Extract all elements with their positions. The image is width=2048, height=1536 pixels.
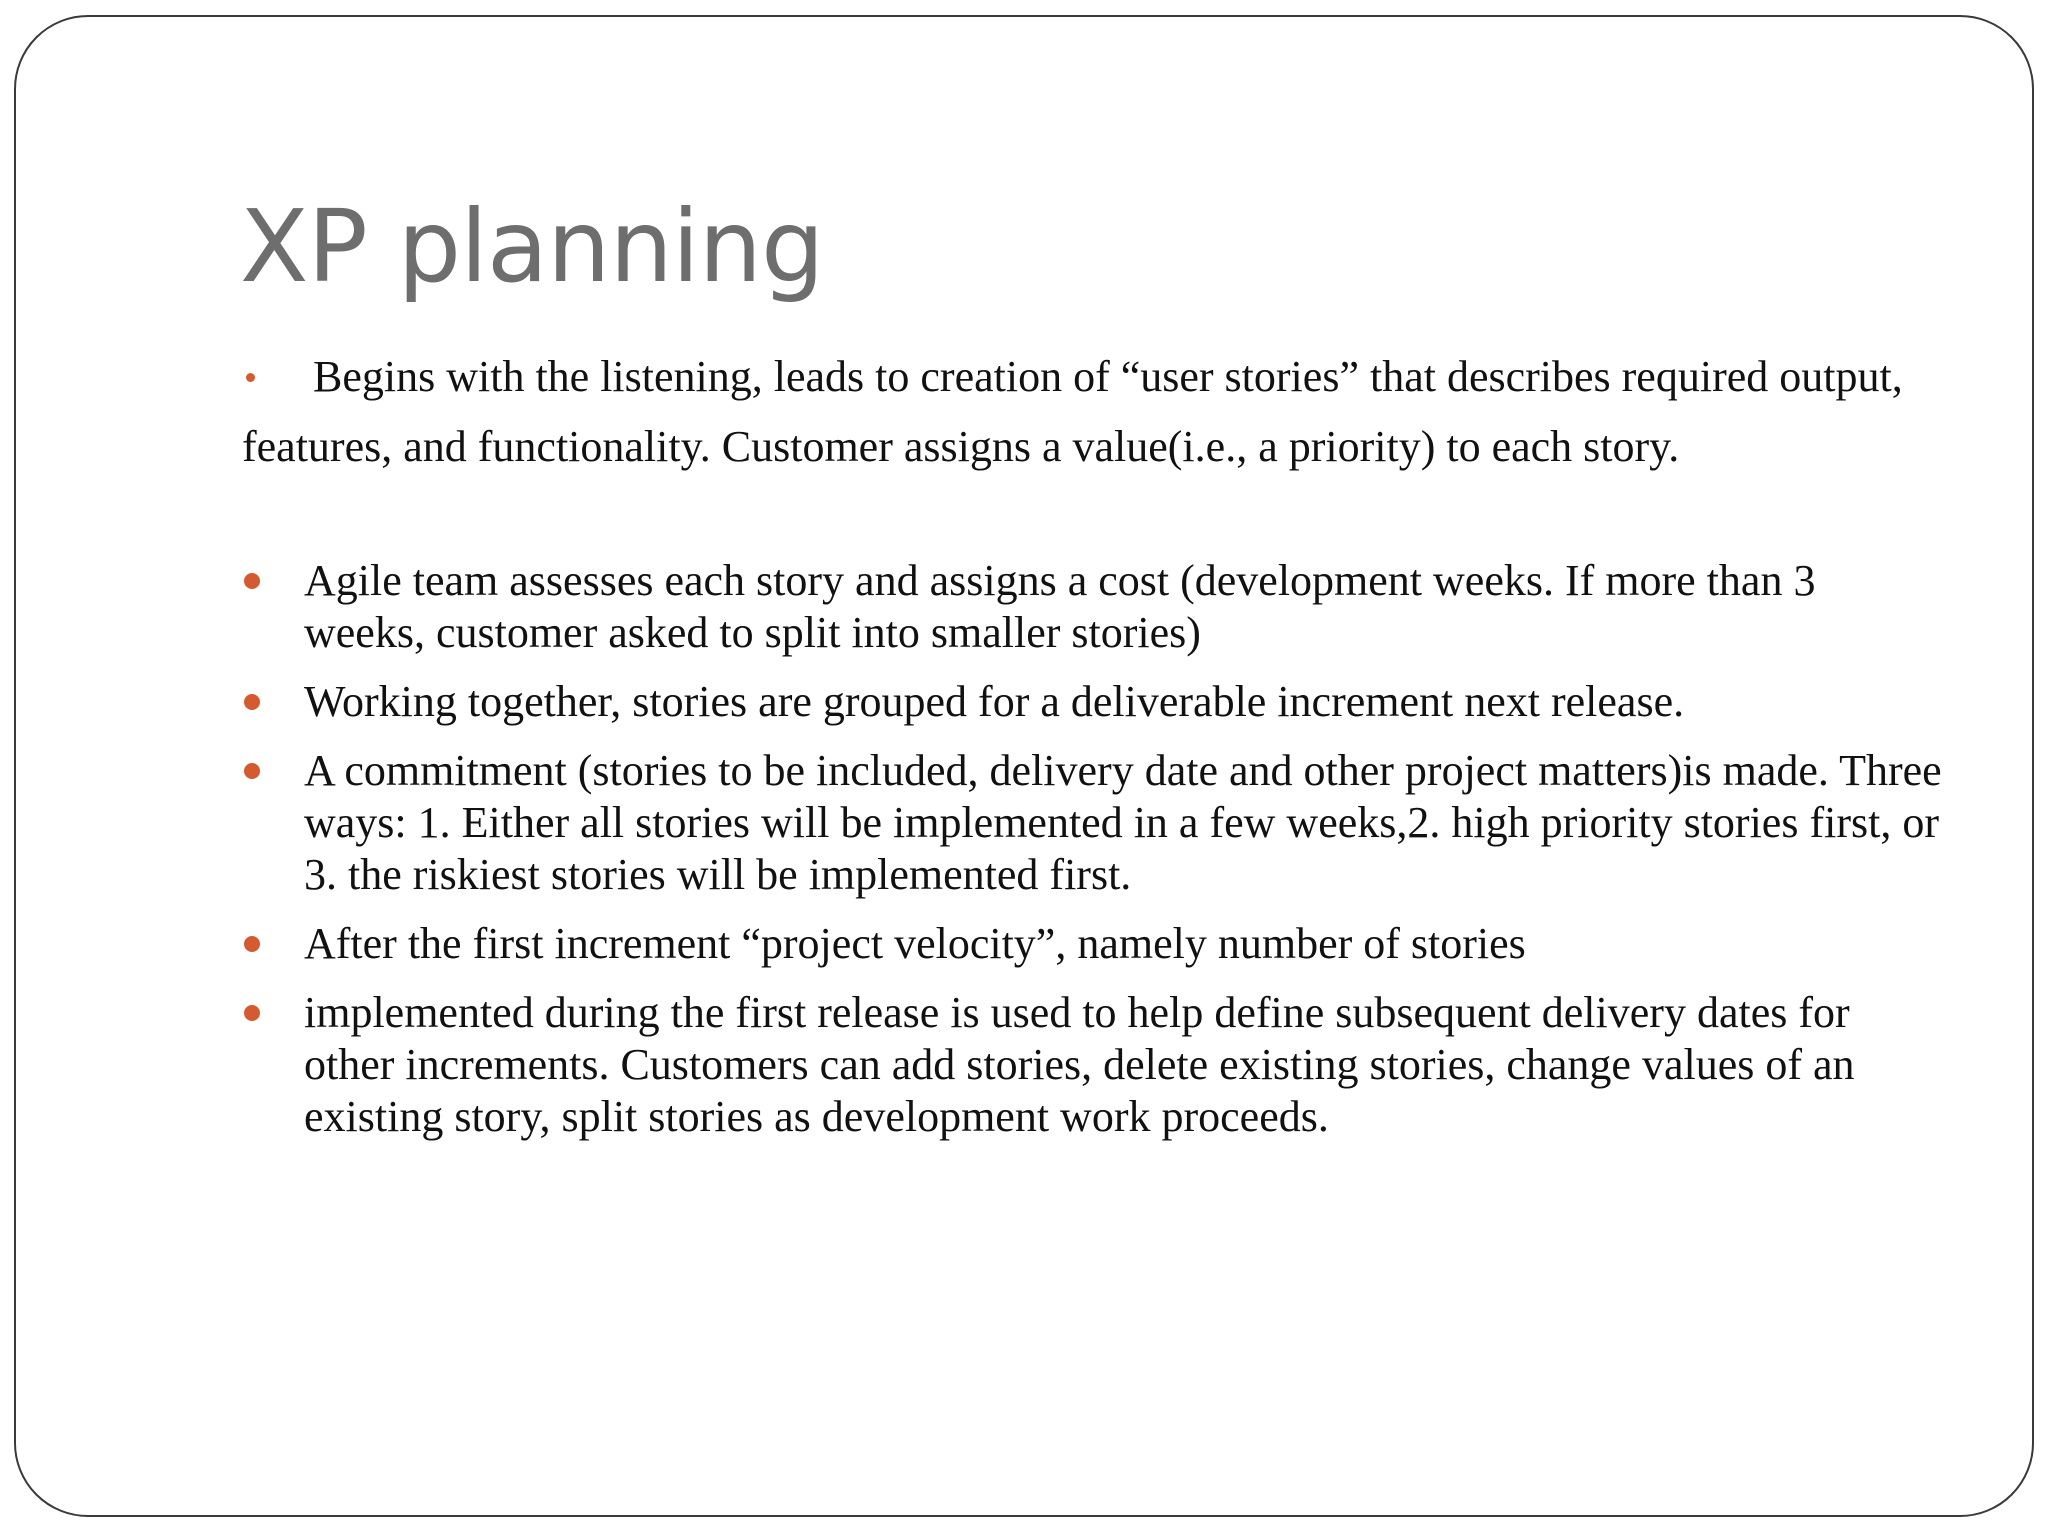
bullet-icon xyxy=(244,763,260,779)
slide-frame xyxy=(14,15,2034,1517)
bullet-item xyxy=(242,987,1942,1143)
bullet-text: Agile team assesses each story and assigns a cost (development weeks. If more than 3 weeks, customer asked to split into smaller stories) xyxy=(304,556,1816,657)
slide-title: XP planning xyxy=(240,188,824,305)
bullet-icon xyxy=(246,373,255,382)
bullet-list xyxy=(242,555,1942,1160)
bullet-text: After the first increment “project velocity”, namely number of stories xyxy=(304,919,1526,968)
bullet-icon xyxy=(244,1005,260,1021)
bullet-item xyxy=(242,555,1942,659)
bullet-item xyxy=(242,745,1942,901)
bullet-item xyxy=(242,676,1942,728)
bullet-text: A commitment (stories to be included, delivery date and other project matters)is made. Three ways: 1. Either all stories will be implemented in a few weeks,2. high priority stories first, or 3. the riskiest stories will be implemented first. xyxy=(304,746,1942,899)
bullet-text: implemented during the first release is used to help define subsequent delivery dates for other increments. Customers can add stories, delete existing stories, change values of an existing story, split stories as development work proceeds. xyxy=(304,988,1855,1141)
bullet-item xyxy=(242,918,1942,970)
bullet-text: Working together, stories are grouped for a deliverable increment next release. xyxy=(304,677,1685,726)
intro-paragraph xyxy=(242,342,1942,482)
bullet-icon xyxy=(244,694,260,710)
intro-paragraph-text: Begins with the listening, leads to creation of “user stories” that describes required output, features, and functionality. Customer assigns a value(i.e., a priority) to each story. xyxy=(242,352,1903,471)
bullet-icon xyxy=(244,936,260,952)
bullet-icon xyxy=(244,573,260,589)
